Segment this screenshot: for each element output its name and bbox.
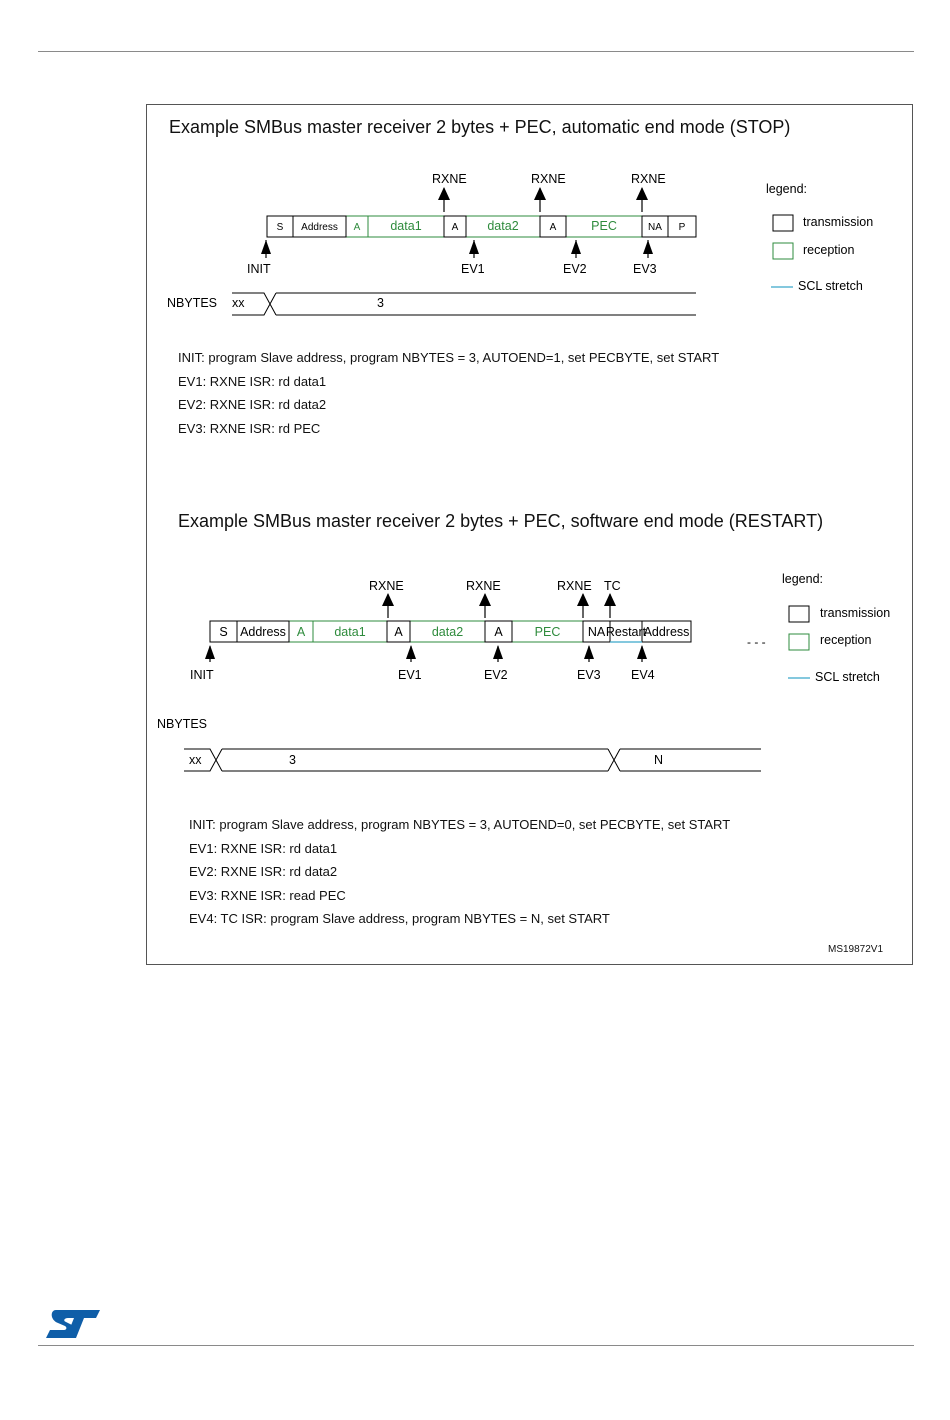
diagram1-field-label-4: A [451,222,459,234]
event2-ev4: EV4 [631,668,655,682]
diagram2-up-arrows [382,593,616,618]
legend2-reception-swatch [789,634,809,650]
flag2-rxne-1: RXNE [369,579,404,593]
nbytes-bus [232,293,696,315]
nbytes2-value-3: 3 [289,753,296,767]
diagram1-note-init: INIT: program Slave address, program NBYTES = 3, AUTOEND=1, set PECBYTE, set START [178,350,720,365]
diagram1-up-arrows [438,187,648,212]
st-logo [44,1308,102,1340]
diagram2-field-label-5: data2 [431,625,464,639]
diagram2-field-label-1: Address [240,625,286,639]
diagram1-timing [0,160,950,490]
diagram1-field-label-2: A [353,222,361,234]
flag2-tc: TC [604,579,621,593]
diagram2-timing [0,560,950,800]
diagram2-field-label-2: A [296,625,306,639]
event-ev2: EV2 [563,262,587,276]
diagram1-frame [267,216,696,237]
legend-transmission-label: transmission [803,215,874,229]
nbytes-label: NBYTES [167,296,218,310]
diagram2-event-arrows [205,645,647,662]
legend-transmission-swatch [773,215,793,231]
event2-ev1: EV1 [398,668,422,682]
flag2-rxne-2: RXNE [466,579,501,593]
event-init: INIT [247,262,271,276]
event2-ev2: EV2 [484,668,508,682]
diagram2-field-label-10: Address [643,625,690,639]
diagram2-title: Example SMBus master receiver 2 bytes + PEC, software end mode (RESTART) [178,511,824,531]
flag-rxne-3: RXNE [631,172,666,186]
event-ev3: EV3 [633,262,657,276]
legend-reception-label: reception [803,243,855,257]
diagram1-title: Example SMBus master receiver 2 bytes + PEC, automatic end mode (STOP) [169,117,791,137]
diagram2-note-ev1: EV1: RXNE ISR: rd data1 [189,841,338,856]
diagram2-frame [210,621,691,642]
legend2-scl-label: SCL stretch [815,670,880,684]
event2-init: INIT [190,668,214,682]
nbytes2-bus [184,749,761,771]
diagram2-field-label-4: A [394,625,403,639]
diagram2-note-ev3: EV3: RXNE ISR: read PEC [189,888,346,903]
flag-rxne-1: RXNE [432,172,467,186]
legend-reception-swatch [773,243,793,259]
diagram1-event-arrows [261,240,653,258]
diagram2-field-label-9: Restart [605,625,647,639]
header-rule [38,51,914,52]
diagram2-field-label-0: S [219,625,228,639]
event-ev1: EV1 [461,262,485,276]
diagram1-field-label-6: A [549,222,557,234]
figure-id: MS19872V1 [828,944,884,955]
diagram2-field-label-8: NA [587,625,606,639]
frame-continuation: - - - [747,635,766,649]
nbytes-value-xx: xx [232,296,245,310]
diagram1-field-label-8: NA [648,222,662,234]
diagram1-field-label-5: data2 [487,219,519,234]
nbytes-value-3: 3 [377,296,384,310]
footer-rule [38,1345,914,1346]
diagram1-field-label-1: Address [301,222,338,234]
legend2-transmission-label: transmission [820,606,891,620]
flag2-rxne-3: RXNE [557,579,592,593]
nbytes2-value-n: N [654,753,664,767]
diagram1-field-label-3: data1 [390,219,422,234]
st-logo-mark [46,1310,100,1338]
nbytes2-label: NBYTES [157,717,208,731]
diagram1-field-label-7: PEC [591,219,617,234]
diagram1-note-ev1: EV1: RXNE ISR: rd data1 [178,374,327,389]
legend2-title: legend: [782,572,824,586]
legend-scl-label: SCL stretch [798,279,863,293]
diagram1-field-label-0: S [276,222,284,234]
diagram2-note-ev4: EV4: TC ISR: program Slave address, program NBYTES = N, set START [189,911,610,926]
diagram2-note-init: INIT: program Slave address, program NBYTES = 3, AUTOEND=0, set PECBYTE, set START [189,817,731,832]
flag-rxne-2: RXNE [531,172,566,186]
diagram2-note-ev2: EV2: RXNE ISR: rd data2 [189,864,338,879]
diagram2-field-label-6: A [494,625,503,639]
diagram1-field-label-9: P [678,222,686,234]
event2-ev3: EV3 [577,668,601,682]
diagram1-note-ev2: EV2: RXNE ISR: rd data2 [178,397,327,412]
diagram1-note-ev3: EV3: RXNE ISR: rd PEC [178,421,321,436]
legend2-transmission-swatch [789,606,809,622]
diagram2-field-label-7: PEC [534,625,561,639]
legend-title: legend: [766,182,808,196]
diagram2-field-label-3: data1 [334,625,366,639]
legend2-reception-label: reception [820,633,872,647]
nbytes2-value-xx: xx [189,753,202,767]
